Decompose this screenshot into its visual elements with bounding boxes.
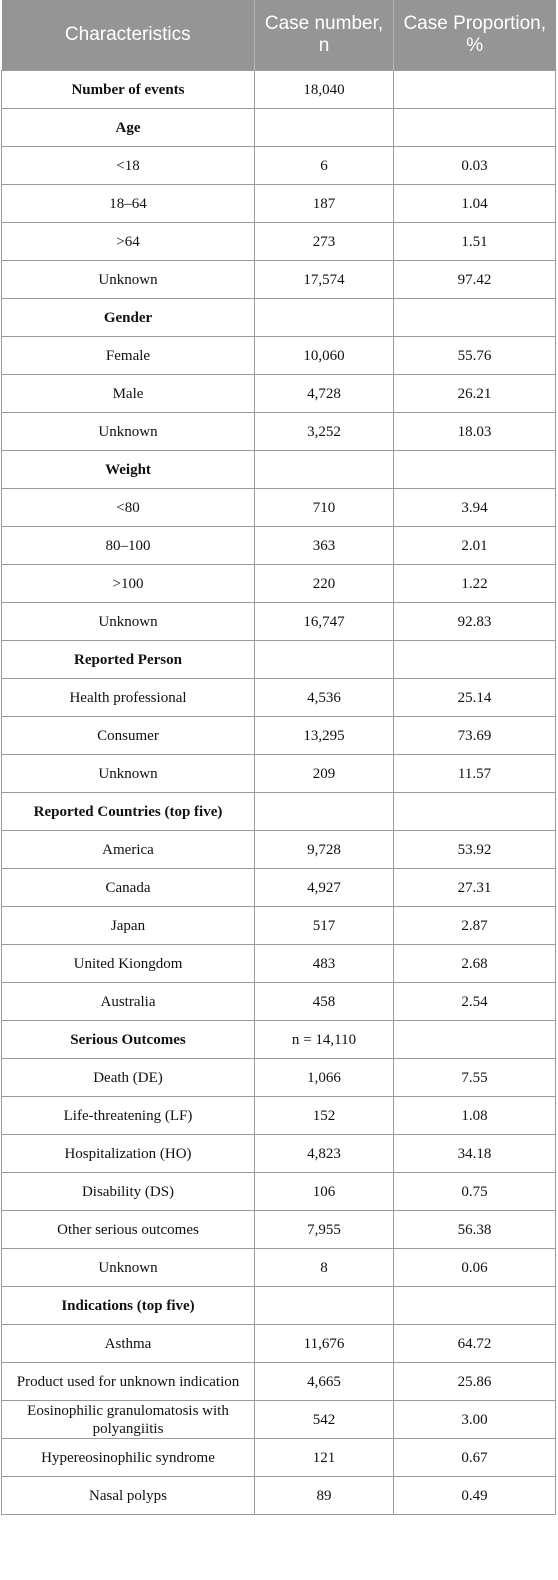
table-section-row <box>2 451 556 489</box>
cell-case-proportion: 56.38 <box>394 1211 556 1249</box>
cell-case-number <box>255 1287 394 1325</box>
cell-characteristic: <18 <box>2 147 255 185</box>
cell-case-number: 8 <box>255 1249 394 1287</box>
cell-characteristic: Indications (top five) <box>2 1287 255 1325</box>
cell-case-proportion: 34.18 <box>394 1135 556 1173</box>
cell-case-number: 152 <box>255 1097 394 1135</box>
table-row <box>2 679 556 717</box>
cell-case-number: 16,747 <box>255 603 394 641</box>
cell-characteristic: >64 <box>2 223 255 261</box>
cell-case-number <box>255 793 394 831</box>
cell-characteristic: Life-threatening (LF) <box>2 1097 255 1135</box>
cell-case-number: 17,574 <box>255 261 394 299</box>
cell-characteristic: Female <box>2 337 255 375</box>
table-row <box>2 489 556 527</box>
cell-case-proportion: 3.00 <box>394 1401 556 1439</box>
table-row <box>2 223 556 261</box>
cell-case-number: 273 <box>255 223 394 261</box>
cell-characteristic: Weight <box>2 451 255 489</box>
cell-case-number <box>255 109 394 147</box>
cell-case-number: 4,665 <box>255 1363 394 1401</box>
cell-case-proportion: 53.92 <box>394 831 556 869</box>
cell-characteristic: Unknown <box>2 413 255 451</box>
cell-characteristic: Eosinophilic granulomatosis with polyangiitis <box>2 1401 255 1439</box>
cell-case-proportion: 73.69 <box>394 717 556 755</box>
cell-case-number: 458 <box>255 983 394 1021</box>
cell-case-proportion: 0.03 <box>394 147 556 185</box>
cell-case-number: 10,060 <box>255 337 394 375</box>
cell-characteristic: Nasal polyps <box>2 1477 255 1515</box>
table-row <box>2 755 556 793</box>
cell-case-number: 18,040 <box>255 71 394 109</box>
cell-case-number: 121 <box>255 1439 394 1477</box>
cell-case-proportion: 55.76 <box>394 337 556 375</box>
cell-characteristic: Australia <box>2 983 255 1021</box>
characteristics-table <box>1 0 556 1515</box>
table-row <box>2 337 556 375</box>
cell-characteristic: Japan <box>2 907 255 945</box>
cell-characteristic: Unknown <box>2 603 255 641</box>
cell-case-proportion: 26.21 <box>394 375 556 413</box>
table-row <box>2 869 556 907</box>
table-section-row <box>2 793 556 831</box>
cell-case-number <box>255 451 394 489</box>
cell-characteristic: Other serious outcomes <box>2 1211 255 1249</box>
table-row <box>2 1363 556 1401</box>
table-body <box>2 71 556 1515</box>
cell-characteristic: Canada <box>2 869 255 907</box>
cell-characteristic: Reported Countries (top five) <box>2 793 255 831</box>
cell-case-number: 4,927 <box>255 869 394 907</box>
cell-characteristic: Number of events <box>2 71 255 109</box>
cell-case-number: 710 <box>255 489 394 527</box>
cell-case-proportion: 25.14 <box>394 679 556 717</box>
table-row <box>2 983 556 1021</box>
cell-characteristic: United Kiongdom <box>2 945 255 983</box>
table-header-row <box>2 0 556 71</box>
table-section-row <box>2 641 556 679</box>
cell-case-proportion: 2.54 <box>394 983 556 1021</box>
cell-case-proportion: 25.86 <box>394 1363 556 1401</box>
cell-case-proportion: 0.67 <box>394 1439 556 1477</box>
table-row <box>2 717 556 755</box>
header-case-proportion: Case Proportion, % <box>394 0 556 71</box>
cell-case-number: 3,252 <box>255 413 394 451</box>
cell-case-proportion: 2.87 <box>394 907 556 945</box>
cell-case-proportion: 1.51 <box>394 223 556 261</box>
table-row <box>2 375 556 413</box>
table-row <box>2 945 556 983</box>
table-row <box>2 1173 556 1211</box>
cell-case-number <box>255 641 394 679</box>
cell-characteristic: Unknown <box>2 261 255 299</box>
table-row <box>2 1439 556 1477</box>
cell-characteristic: America <box>2 831 255 869</box>
table-row <box>2 527 556 565</box>
cell-case-number: 106 <box>255 1173 394 1211</box>
cell-characteristic: Reported Person <box>2 641 255 679</box>
cell-case-proportion: 7.55 <box>394 1059 556 1097</box>
table-section-row <box>2 1287 556 1325</box>
table-row <box>2 1135 556 1173</box>
cell-case-proportion <box>394 71 556 109</box>
table-row <box>2 1097 556 1135</box>
cell-case-number: 6 <box>255 147 394 185</box>
cell-case-proportion: 2.68 <box>394 945 556 983</box>
table-row <box>2 413 556 451</box>
cell-case-proportion <box>394 299 556 337</box>
table-row <box>2 185 556 223</box>
cell-case-proportion <box>394 109 556 147</box>
cell-case-proportion: 1.22 <box>394 565 556 603</box>
table-row <box>2 1325 556 1363</box>
cell-characteristic: Disability (DS) <box>2 1173 255 1211</box>
cell-characteristic: >100 <box>2 565 255 603</box>
cell-characteristic: Hypereosinophilic syndrome <box>2 1439 255 1477</box>
table-row <box>2 1477 556 1515</box>
cell-case-number: 220 <box>255 565 394 603</box>
table-section-row <box>2 299 556 337</box>
cell-case-number: 9,728 <box>255 831 394 869</box>
cell-case-number: 1,066 <box>255 1059 394 1097</box>
cell-case-proportion: 2.01 <box>394 527 556 565</box>
cell-characteristic: Gender <box>2 299 255 337</box>
cell-case-proportion <box>394 793 556 831</box>
cell-case-proportion: 97.42 <box>394 261 556 299</box>
table-row <box>2 1249 556 1287</box>
cell-characteristic: Male <box>2 375 255 413</box>
table-row <box>2 603 556 641</box>
cell-case-number: 4,728 <box>255 375 394 413</box>
cell-case-proportion: 1.08 <box>394 1097 556 1135</box>
cell-characteristic: Serious Outcomes <box>2 1021 255 1059</box>
cell-characteristic: Product used for unknown indication <box>2 1363 255 1401</box>
table-row <box>2 1401 556 1439</box>
cell-case-number: 89 <box>255 1477 394 1515</box>
table-section-row <box>2 71 556 109</box>
table-row <box>2 1211 556 1249</box>
cell-characteristic: Consumer <box>2 717 255 755</box>
table-row <box>2 261 556 299</box>
cell-characteristic: Death (DE) <box>2 1059 255 1097</box>
cell-characteristic: Health professional <box>2 679 255 717</box>
cell-case-number: 209 <box>255 755 394 793</box>
table-row <box>2 831 556 869</box>
cell-characteristic: Unknown <box>2 1249 255 1287</box>
table-section-row <box>2 1021 556 1059</box>
cell-case-proportion: 27.31 <box>394 869 556 907</box>
header-case-number: Case number, n <box>255 0 394 71</box>
cell-case-proportion <box>394 641 556 679</box>
cell-characteristic: Asthma <box>2 1325 255 1363</box>
cell-case-proportion: 92.83 <box>394 603 556 641</box>
cell-case-proportion: 0.06 <box>394 1249 556 1287</box>
table-row <box>2 565 556 603</box>
cell-case-number: 483 <box>255 945 394 983</box>
table-row <box>2 147 556 185</box>
cell-characteristic: Unknown <box>2 755 255 793</box>
cell-case-proportion: 1.04 <box>394 185 556 223</box>
cell-case-number: 4,823 <box>255 1135 394 1173</box>
cell-characteristic: 18–64 <box>2 185 255 223</box>
cell-case-number <box>255 299 394 337</box>
cell-case-number: 363 <box>255 527 394 565</box>
cell-case-proportion: 18.03 <box>394 413 556 451</box>
cell-characteristic: <80 <box>2 489 255 527</box>
cell-case-number: 13,295 <box>255 717 394 755</box>
cell-characteristic: Age <box>2 109 255 147</box>
table-section-row <box>2 109 556 147</box>
cell-characteristic: 80–100 <box>2 527 255 565</box>
cell-case-number: 517 <box>255 907 394 945</box>
cell-case-proportion <box>394 1021 556 1059</box>
cell-case-proportion <box>394 1287 556 1325</box>
cell-case-number: n = 14,110 <box>255 1021 394 1059</box>
cell-case-proportion: 0.49 <box>394 1477 556 1515</box>
cell-case-proportion: 3.94 <box>394 489 556 527</box>
cell-case-proportion: 0.75 <box>394 1173 556 1211</box>
cell-case-number: 542 <box>255 1401 394 1439</box>
cell-case-proportion <box>394 451 556 489</box>
cell-case-number: 7,955 <box>255 1211 394 1249</box>
cell-case-number: 11,676 <box>255 1325 394 1363</box>
table-row <box>2 907 556 945</box>
cell-case-proportion: 11.57 <box>394 755 556 793</box>
table-row <box>2 1059 556 1097</box>
cell-case-number: 187 <box>255 185 394 223</box>
cell-case-proportion: 64.72 <box>394 1325 556 1363</box>
cell-case-number: 4,536 <box>255 679 394 717</box>
header-characteristics: Characteristics <box>2 0 255 71</box>
cell-characteristic: Hospitalization (HO) <box>2 1135 255 1173</box>
